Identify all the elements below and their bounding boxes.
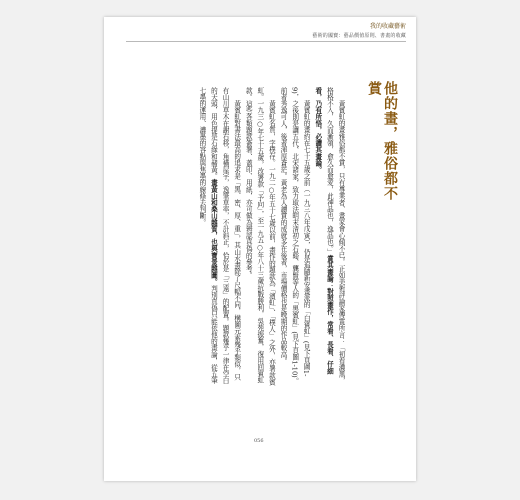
body-text — [148, 87, 346, 387]
running-header-subtitle: 藝術的國寶：藝品價值原則、書畫的收藏 — [312, 33, 406, 39]
section-title: 他的畫，雅俗都不賞 — [366, 81, 398, 201]
paragraph-text: 黃賓虹的畫雅俗都不賞，只有專業者、畫家會心傾不已。正如美術評論家傅雷所言：「初看濃黑，格格不入，久而漸領，愈久而愈愛，此神品也，逸品也。」 — [325, 87, 345, 384]
paragraph-text: 的「白賓虹」(見下頁圖1-9)，之後則是讓五代、北宋諸家，致力取法明末清初之石谿、龔賢等人的「黑賓虹」(見下頁圖1-10)。前者秀逸可人，後者渾厚蒼茫。黃老為人讀賞的成就多在後者，市場價格也是晚期的作品較高。 — [279, 87, 311, 385]
paragraph-emphasis: 畫黃山和桑山雜質，也與寶景雜圖。 — [209, 179, 218, 286]
running-header-title: 我的收藏藝術 — [369, 23, 406, 30]
page-number: 056 — [254, 438, 264, 444]
book-page — [104, 17, 416, 481]
paragraph-text: 黃賓虹名質，字樸存。一九二○年五十七歲以前，畫作的題款為「濱虹」、「樸人」之外，亦署款賓虹。一九三○年七十五歲，改署款「予向」，至一九五○年八十三歲抗戰勝利，吳苑振奮，復用回賓虹款。這些各類題款簽署、蓋印、用紙，亦可做為辨認真偽的參考。 — [244, 87, 276, 386]
paragraph — [242, 87, 277, 387]
paragraph-text: 黃賓虹對書法最高的追求是「黑、密、厚、重」，其山水畫除了尺幅不同，構圖元素幾乎類似，只有山川草木在謝右移，角橫屋宇，逸筆草率，不計斜正，恰於是「三遠」的配置。題款幾乎一律在空白的天頭，用色提是石綠和赭黃。 — [209, 87, 241, 384]
paragraph-text: 判別真偽只能依他的畫論，從五筆七墨的運用、濃墨的容點與焦墨的線條去判斷。 — [197, 87, 218, 385]
header-divider — [126, 41, 406, 42]
paragraph-emphasis: 賞其畫論：對照畫作，常看、長看、仔細看，乃有所悟，必讀其畫論。 — [313, 87, 334, 375]
paragraph — [276, 87, 311, 387]
paragraph-text: 黃賓虹的畫約在七十五歲之前（一九三八年戊寅），仍是追隨新安畫派 — [302, 100, 311, 302]
paragraph — [311, 87, 346, 387]
paragraph — [195, 87, 241, 387]
